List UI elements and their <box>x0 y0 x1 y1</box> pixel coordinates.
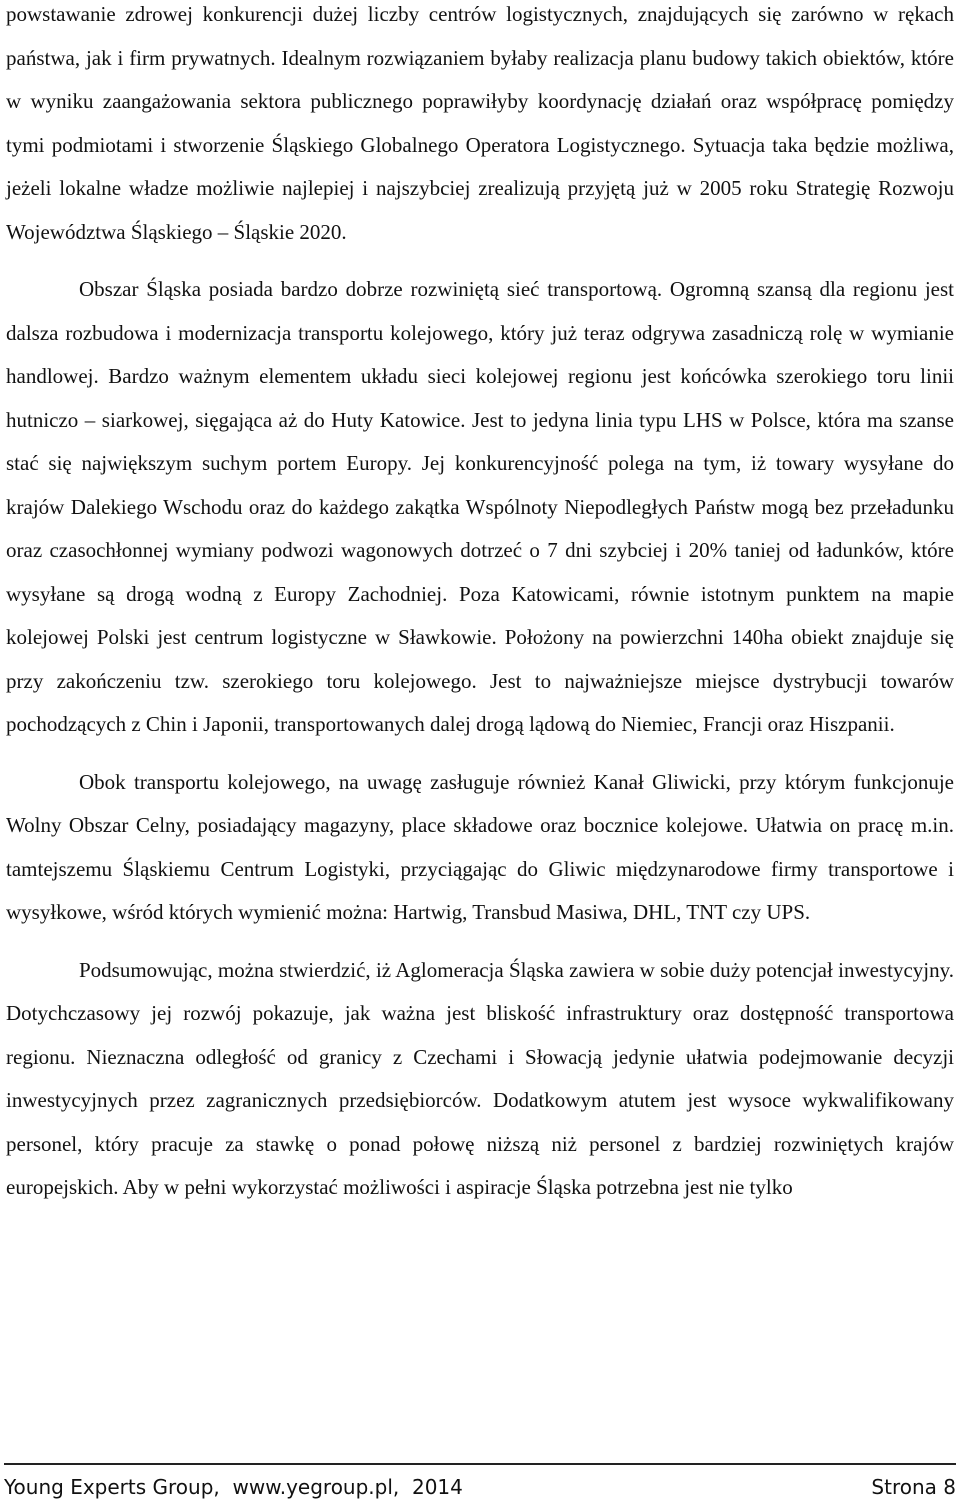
paragraph-1: powstawanie zdrowej konkurencji dużej liczby centrów logistycznych, znajdujących się zarówno w rękach państwa, jak i firm prywatnych. Idealnym rozwiązaniem byłaby realizacja planu budowy takich obiektów, które w wyniku zaangażowania sektora publicznego poprawiłyby koordynację działań oraz współpracę pomiędzy tymi podmiotami i stworzenie Śląskiego Globalnego Operatora Logistycznego. Sytuacja taka będzie możliwa, jeżeli lokalne władze możliwie najlepiej i najszybciej zrealizują przyjętą już w 2005 roku Strategię Rozwoju Województwa Śląskiego – Śląskie 2020. <box>6 2 954 244</box>
document-body <box>6 0 954 1210</box>
footer-divider <box>4 1463 956 1465</box>
paragraph-3: Obok transportu kolejowego, na uwagę zasługuje również Kanał Gliwicki, przy którym funkcjonuje Wolny Obszar Celny, posiadający magazyny, place składowe oraz bocznice kolejowe. Ułatwia on pracę m.in. tamtejszemu Śląskiemu Centrum Logistyki, przyciągając do Gliwic międzynarodowe firmy transportowe i wysyłkowe, wśród których wymienić można: Hartwig, Transbud Masiwa, DHL, TNT czy UPS. <box>6 769 954 924</box>
paragraph-4: Podsumowując, można stwierdzić, iż Aglomeracja Śląska zawiera w sobie duży potencjał inwestycyjny. Dotychczasowy jej rozwój pokazuje, jak ważna jest bliskość infrastruktury oraz dostępność transportowa regionu. Nieznaczna odległość od granicy z Czechami i Słowacją jedynie ułatwia podejmowanie decyzji inwestycyjnych przez zagranicznych przedsiębiorców. Dodatkowym atutem jest wysoce wykwalifikowany personel, który pracuje za stawkę o ponad połowę niższą niż personel z bardziej rozwiniętych krajów europejskich. Aby w pełni wykorzystać możliwości i aspiracje Śląska potrzebna jest nie tylko <box>6 957 954 1199</box>
page-footer <box>4 1472 956 1502</box>
paragraph-2: Obszar Śląska posiada bardzo dobrze rozwiniętą sieć transportową. Ogromną szansą dla regionu jest dalsza rozbudowa i modernizacja transportu kolejowego, który już teraz odgrywa zasadniczą rolę w wymianie handlowej. Bardzo ważnym elementem układu sieci kolejowej regionu jest końcówka szerokiego toru linii hutniczo – siarkowej, sięgająca aż do Huty Katowice. Jest to jedyna linia typu LHS w Polsce, która ma szanse stać się największym suchym portem Europy. Jej konkurencyjność polega na tym, iż towary wysyłane do krajów Dalekiego Wschodu oraz do każdego zakątka Wspólnoty Niepodległych Państw mogą bez przeładunku oraz czasochłonnej wymiany podwozi wagonowych dotrzeć o 7 dni szybciej i 20% taniej od ładunków, które wysyłane są drogą wodną z Europy Zachodniej. Poza Katowicami, równie istotnym punktem na mapie kolejowej Polski jest centrum logistyczne w Sławkowie. Położony na powierzchni 140ha obiekt znajduje się przy zakończeniu tzw. szerokiego toru kolejowego. Jest to najważniejsze miejsce dystrybucji towarów pochodzących z Chin i Japonii, transportowanych dalej drogą lądową do Niemiec, Francji oraz Hiszpanii. <box>6 277 954 736</box>
footer-publisher: Young Experts Group, www.yegroup.pl, 2014 <box>4 1475 463 1499</box>
page-number: Strona 8 <box>871 1475 956 1499</box>
